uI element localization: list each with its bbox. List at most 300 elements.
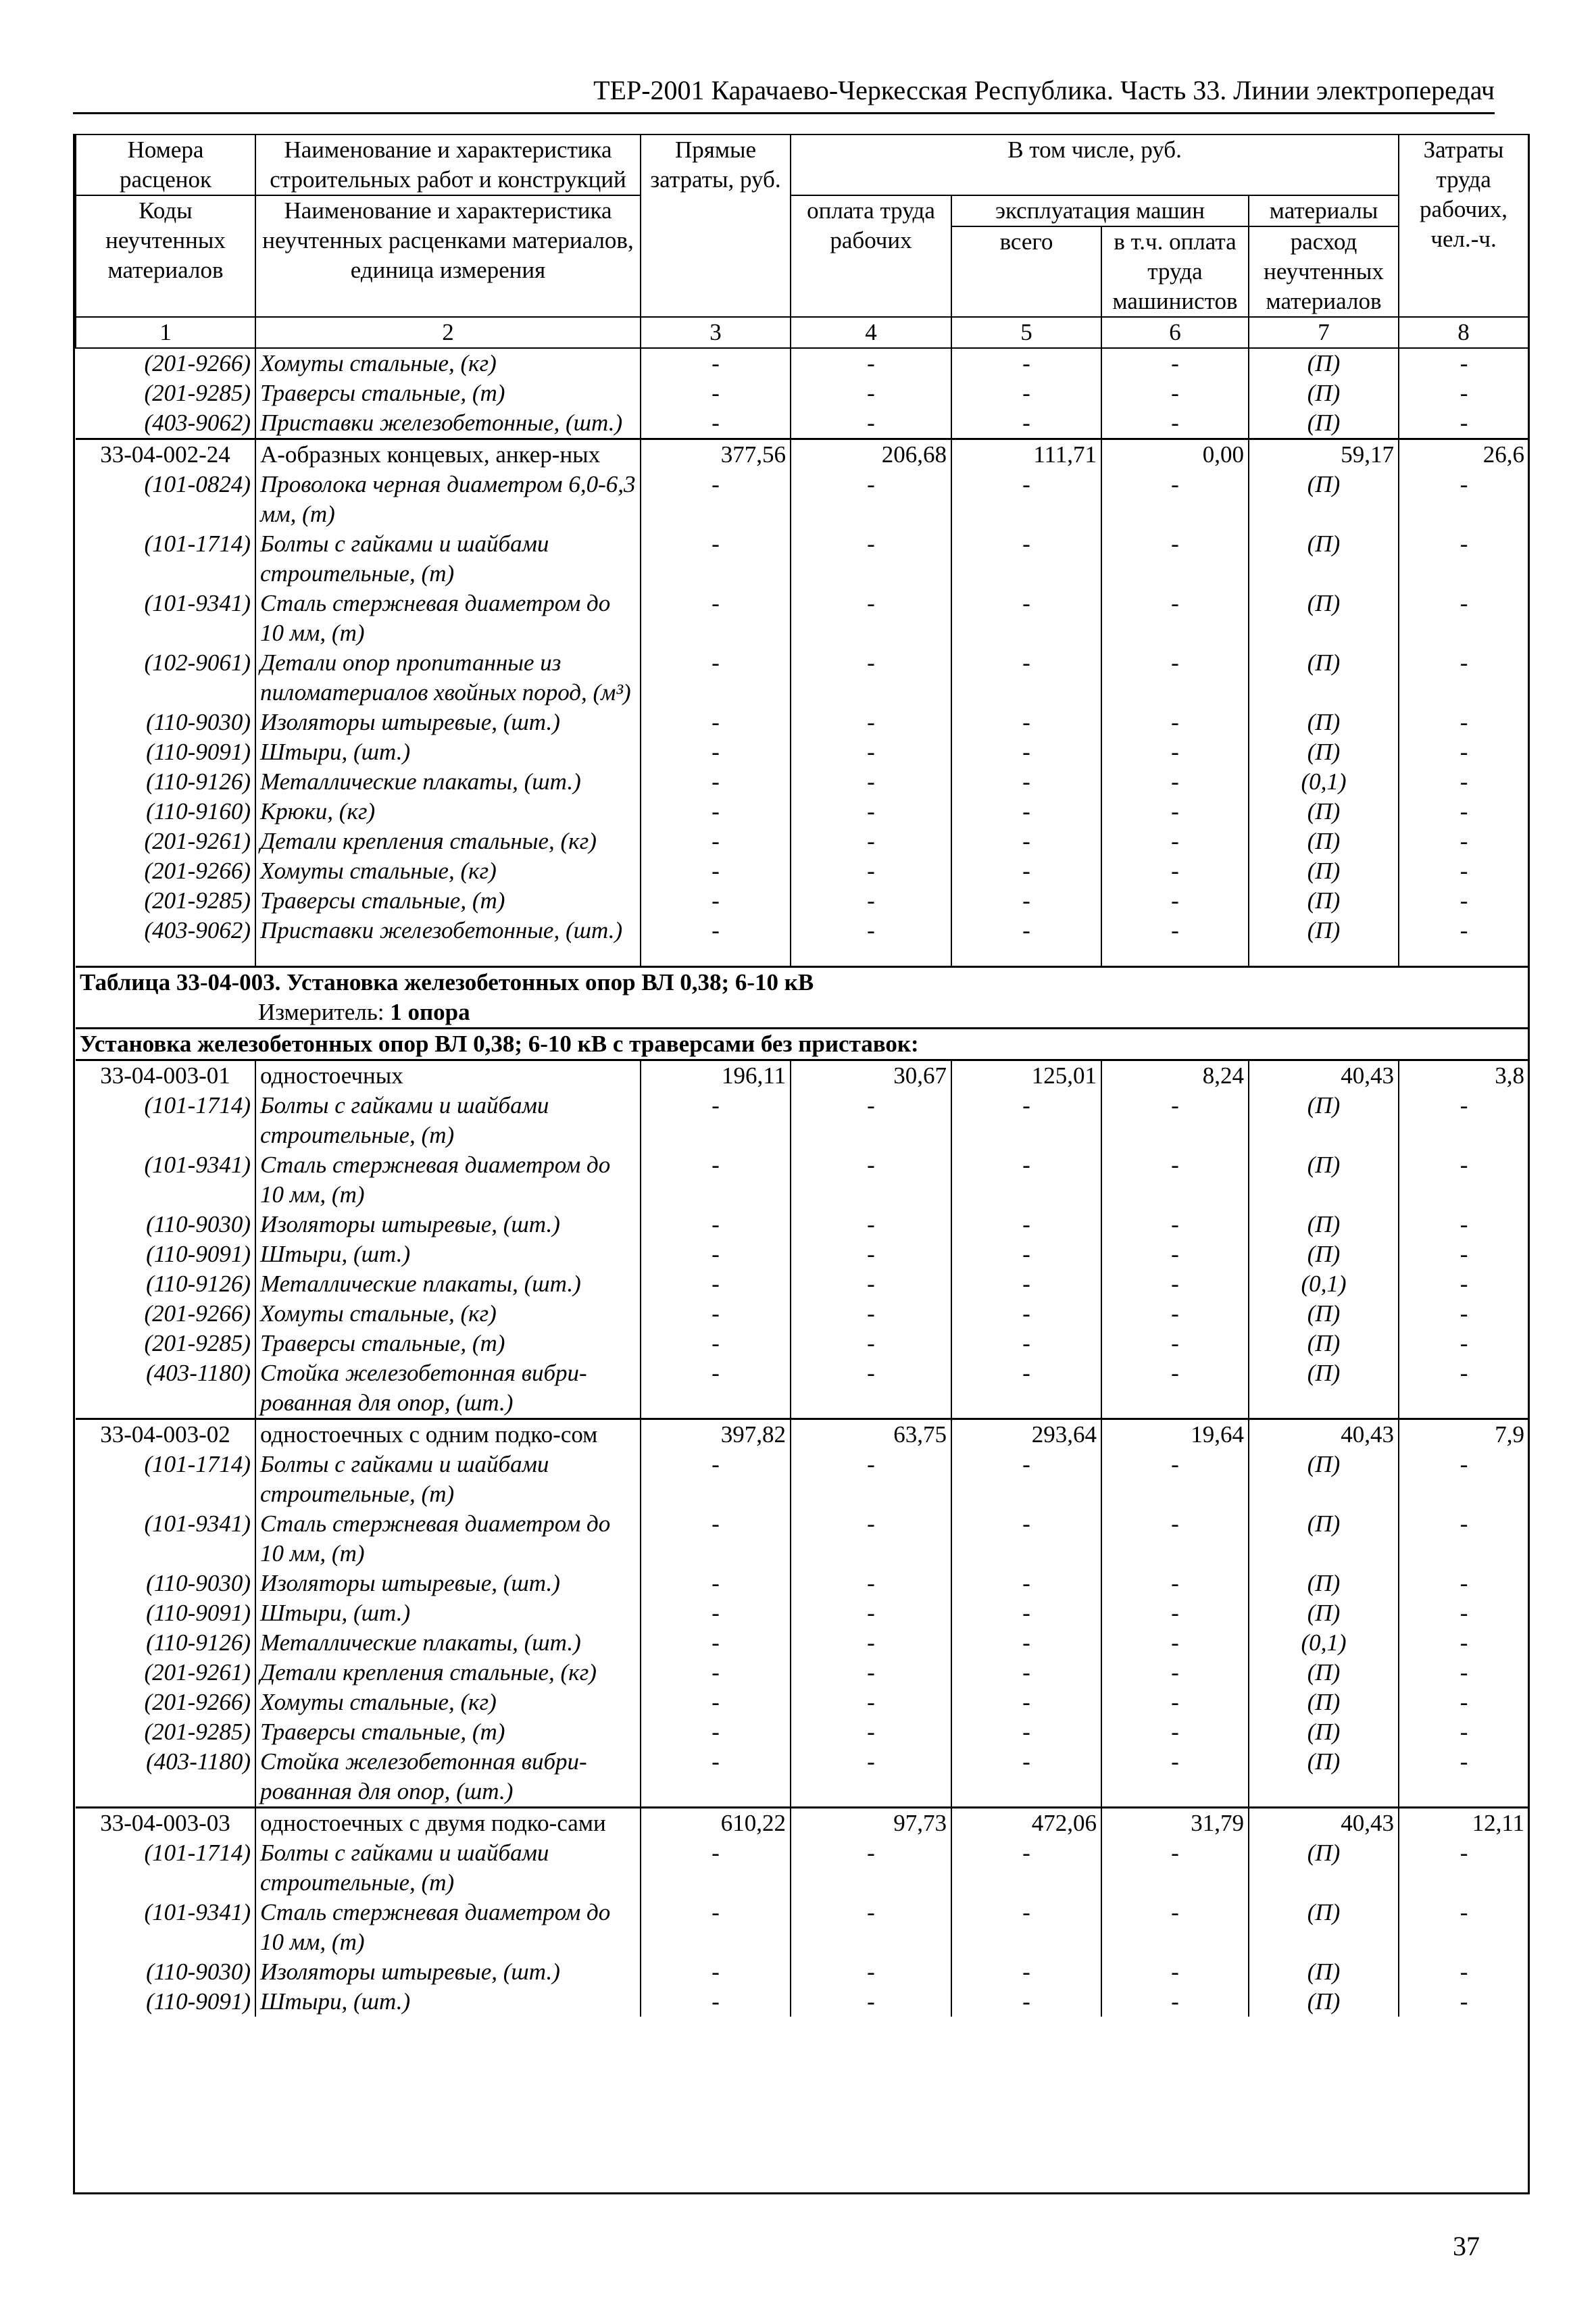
value-c3: - — [641, 1150, 791, 1210]
value-c7: (П) — [1249, 470, 1399, 529]
value-c4: - — [791, 1658, 951, 1688]
material-row — [76, 470, 1528, 529]
value-c5: 293,64 — [951, 1419, 1101, 1450]
spacer-cell — [76, 945, 255, 967]
material-code: (403-9062) — [144, 410, 251, 436]
value-c5: - — [951, 1150, 1101, 1210]
value-c6: - — [1101, 1838, 1249, 1898]
value-c7: (П) — [1249, 378, 1399, 408]
value-c5: - — [951, 1898, 1101, 1957]
value-c5: - — [951, 1838, 1101, 1898]
value-c3: 196,11 — [641, 1060, 791, 1091]
value-c5: - — [951, 1987, 1101, 2017]
material-name: Хомуты стальные, (кг) — [255, 856, 641, 886]
value-c8: - — [1399, 1987, 1528, 2017]
value-c7: (П) — [1249, 648, 1399, 708]
value-c8: - — [1399, 1329, 1528, 1358]
material-row — [76, 1239, 1528, 1269]
value-c3: - — [641, 1450, 791, 1509]
material-code: (110-9126) — [146, 1271, 251, 1297]
value-c3: - — [641, 1747, 791, 1808]
value-c4: - — [791, 1329, 951, 1358]
value-c3: - — [641, 1688, 791, 1717]
value-c7: (П) — [1249, 1688, 1399, 1717]
spacer-cell — [951, 945, 1101, 967]
value-c4: - — [791, 648, 951, 708]
value-c7: (П) — [1249, 916, 1399, 945]
price-table-sheet — [73, 134, 1530, 2194]
value-c7: (П) — [1249, 1598, 1399, 1628]
value-c5: - — [951, 827, 1101, 856]
rate-code: 33-04-003-01 — [76, 1060, 255, 1091]
value-c7: (П) — [1249, 1987, 1399, 2017]
value-c6: - — [1101, 529, 1249, 589]
value-c5: - — [951, 470, 1101, 529]
material-code: (110-9091) — [146, 1988, 251, 2015]
material-row — [76, 1628, 1528, 1658]
value-c7: (П) — [1249, 1329, 1399, 1358]
value-c5: - — [951, 767, 1101, 797]
material-name: Стойка железобетонная вибри-рованная для опор, (шт.) — [255, 1358, 641, 1419]
value-c6: - — [1101, 1747, 1249, 1808]
column-number: 1 — [76, 317, 255, 348]
rate-name: одностоечных с одним подко-сом — [255, 1419, 641, 1450]
value-c3: - — [641, 1569, 791, 1598]
col8-header: Затраты труда рабочих, чел.-ч. — [1399, 134, 1528, 317]
col4-header: оплата труда рабочих — [791, 195, 951, 317]
spacer-cell — [1101, 945, 1249, 967]
meter-value: 1 опора — [390, 999, 470, 1025]
value-c3: - — [641, 1509, 791, 1569]
value-c7: (П) — [1249, 1569, 1399, 1598]
material-name: Крюки, (кг) — [255, 797, 641, 827]
value-c4: - — [791, 1688, 951, 1717]
value-c8: - — [1399, 797, 1528, 827]
value-c8: - — [1399, 767, 1528, 797]
material-row — [76, 648, 1528, 708]
value-c3: - — [641, 470, 791, 529]
value-c8: - — [1399, 1299, 1528, 1329]
value-c8: 26,6 — [1399, 439, 1528, 470]
value-c4: 206,68 — [791, 439, 951, 470]
value-c4: - — [791, 1091, 951, 1150]
column-number: 4 — [791, 317, 951, 348]
value-c4: - — [791, 708, 951, 737]
value-c4: - — [791, 529, 951, 589]
value-c5: - — [951, 1747, 1101, 1808]
value-c8: - — [1399, 1358, 1528, 1419]
value-c5: - — [951, 797, 1101, 827]
value-c7: (П) — [1249, 1210, 1399, 1239]
value-c6: - — [1101, 827, 1249, 856]
value-c7: (0,1) — [1249, 1628, 1399, 1658]
value-c3: - — [641, 797, 791, 827]
material-row — [76, 708, 1528, 737]
value-c4: - — [791, 1628, 951, 1658]
material-code: (201-9266) — [144, 350, 251, 376]
rate-code: 33-04-002-24 — [76, 439, 255, 470]
value-c8: - — [1399, 1239, 1528, 1269]
material-code: (102-9061) — [144, 649, 251, 676]
material-name: Штыри, (шт.) — [255, 1239, 641, 1269]
value-c3: 397,82 — [641, 1419, 791, 1450]
value-c5: 125,01 — [951, 1060, 1101, 1091]
value-c8: - — [1399, 1269, 1528, 1299]
material-code: (201-9261) — [144, 828, 251, 854]
material-name: Сталь стержневая диаметром до 10 мм, (т) — [255, 589, 641, 648]
material-row — [76, 1299, 1528, 1329]
value-c4: 97,73 — [791, 1808, 951, 1839]
value-c3: - — [641, 1658, 791, 1688]
value-c4: - — [791, 348, 951, 378]
value-c4: 63,75 — [791, 1419, 951, 1450]
rate-row — [76, 1060, 1528, 1091]
value-c3: - — [641, 1987, 791, 2017]
value-c5: - — [951, 378, 1101, 408]
value-c6: - — [1101, 378, 1249, 408]
material-code: (110-9126) — [146, 768, 251, 795]
value-c6: - — [1101, 348, 1249, 378]
rate-name: одностоечных — [255, 1060, 641, 1091]
value-c5: 111,71 — [951, 439, 1101, 470]
material-name: Траверсы стальные, (т) — [255, 1329, 641, 1358]
value-c8: 7,9 — [1399, 1419, 1528, 1450]
value-c8: - — [1399, 589, 1528, 648]
column-number-row — [76, 317, 1528, 348]
value-c4: - — [791, 827, 951, 856]
value-c6: - — [1101, 797, 1249, 827]
material-name: Металлические плакаты, (шт.) — [255, 1269, 641, 1299]
material-name: Изоляторы штыревые, (шт.) — [255, 1210, 641, 1239]
material-row — [76, 348, 1528, 378]
column-number: 2 — [255, 317, 641, 348]
material-name: Болты с гайками и шайбами строительные, (т) — [255, 1838, 641, 1898]
value-c6: - — [1101, 470, 1249, 529]
material-name: Металлические плакаты, (шт.) — [255, 1628, 641, 1658]
value-c3: - — [641, 529, 791, 589]
value-c3: - — [641, 856, 791, 886]
price-table — [75, 134, 1529, 2017]
value-c3: - — [641, 408, 791, 439]
value-c5: - — [951, 1598, 1101, 1628]
material-row — [76, 1987, 1528, 2017]
material-row — [76, 767, 1528, 797]
material-row — [76, 529, 1528, 589]
rate-row — [76, 1808, 1528, 1839]
column-number: 8 — [1399, 317, 1528, 348]
material-row — [76, 408, 1528, 439]
value-c7: 59,17 — [1249, 439, 1399, 470]
value-c4: - — [791, 1957, 951, 1987]
value-c7: (П) — [1249, 408, 1399, 439]
material-row — [76, 1210, 1528, 1239]
value-c7: (П) — [1249, 1509, 1399, 1569]
value-c3: - — [641, 1299, 791, 1329]
material-row — [76, 886, 1528, 916]
material-code: (403-9062) — [144, 917, 251, 943]
value-c5: - — [951, 1509, 1101, 1569]
value-c6: - — [1101, 1329, 1249, 1358]
material-code: (110-9091) — [146, 1600, 251, 1626]
value-c4: - — [791, 589, 951, 648]
group-header: В том числе, руб. — [791, 134, 1399, 195]
material-row — [76, 589, 1528, 648]
value-c4: - — [791, 470, 951, 529]
spacer-cell — [1399, 945, 1528, 967]
material-row — [76, 1091, 1528, 1150]
value-c3: - — [641, 708, 791, 737]
value-c3: - — [641, 916, 791, 945]
page-number: 37 — [1453, 2231, 1480, 2261]
value-c5: - — [951, 529, 1101, 589]
material-code: (110-9030) — [146, 709, 251, 735]
value-c3: - — [641, 1598, 791, 1628]
material-name: Траверсы стальные, (т) — [255, 1717, 641, 1747]
material-row — [76, 1450, 1528, 1509]
value-c8: - — [1399, 1628, 1528, 1658]
value-c3: - — [641, 589, 791, 648]
value-c8: - — [1399, 1898, 1528, 1957]
value-c3: - — [641, 1239, 791, 1269]
value-c7: (0,1) — [1249, 767, 1399, 797]
col6-header: в т.ч. оплата труда машинистов — [1101, 226, 1249, 317]
material-code: (201-9266) — [144, 1689, 251, 1715]
value-c6: - — [1101, 648, 1249, 708]
value-c4: - — [791, 408, 951, 439]
value-c4: - — [791, 1269, 951, 1299]
value-c5: - — [951, 916, 1101, 945]
col1-top-header: Номера расценок — [76, 134, 255, 195]
value-c6: - — [1101, 1150, 1249, 1210]
value-c5: - — [951, 1688, 1101, 1717]
material-name: Хомуты стальные, (кг) — [255, 1299, 641, 1329]
table-title-row — [76, 967, 1528, 998]
value-c6: - — [1101, 1598, 1249, 1628]
material-code: (201-9285) — [144, 1719, 251, 1745]
material-code: (110-9091) — [146, 739, 251, 765]
value-c6: 19,64 — [1101, 1419, 1249, 1450]
value-c3: 610,22 — [641, 1808, 791, 1839]
section-title: Установка железобетонных опор ВЛ 0,38; 6-10 кВ с траверсами без приставок: — [76, 1029, 1528, 1060]
column-number: 7 — [1249, 317, 1399, 348]
value-c3: - — [641, 827, 791, 856]
column-number: 5 — [951, 317, 1101, 348]
value-c3: - — [641, 348, 791, 378]
value-c6: - — [1101, 1239, 1249, 1269]
value-c4: - — [791, 1358, 951, 1419]
material-name: Детали крепления стальные, (кг) — [255, 1658, 641, 1688]
value-c3: - — [641, 1269, 791, 1299]
value-c5: - — [951, 1957, 1101, 1987]
value-c8: - — [1399, 1838, 1528, 1898]
value-c6: - — [1101, 1898, 1249, 1957]
value-c6: - — [1101, 1450, 1249, 1509]
value-c3: - — [641, 1329, 791, 1358]
material-name: Приставки железобетонные, (шт.) — [255, 916, 641, 945]
value-c6: - — [1101, 1509, 1249, 1569]
value-c6: - — [1101, 916, 1249, 945]
value-c6: - — [1101, 856, 1249, 886]
value-c8: - — [1399, 1717, 1528, 1747]
materials-header: материалы — [1249, 195, 1399, 226]
value-c7: 40,43 — [1249, 1808, 1399, 1839]
material-row — [76, 378, 1528, 408]
rate-code: 33-04-003-03 — [76, 1808, 255, 1839]
value-c8: - — [1399, 348, 1528, 378]
value-c5: - — [951, 589, 1101, 648]
value-c7: (П) — [1249, 737, 1399, 767]
material-code: (101-1714) — [144, 531, 251, 557]
material-row — [76, 1269, 1528, 1299]
value-c6: - — [1101, 1987, 1249, 2017]
value-c8: - — [1399, 737, 1528, 767]
material-row — [76, 1598, 1528, 1628]
material-row — [76, 1569, 1528, 1598]
value-c3: - — [641, 1898, 791, 1957]
value-c5: - — [951, 1658, 1101, 1688]
rate-row — [76, 439, 1528, 470]
value-c6: 0,00 — [1101, 439, 1249, 470]
material-row — [76, 1329, 1528, 1358]
value-c8: - — [1399, 648, 1528, 708]
material-name: Болты с гайками и шайбами строительные, (т) — [255, 1450, 641, 1509]
value-c5: - — [951, 1450, 1101, 1509]
col1-bottom-header: Коды неучтенных материалов — [76, 195, 255, 317]
value-c3: - — [641, 1717, 791, 1747]
material-row — [76, 1717, 1528, 1747]
material-code: (201-9285) — [144, 887, 251, 914]
value-c4: 30,67 — [791, 1060, 951, 1091]
material-row — [76, 1688, 1528, 1717]
material-name: Болты с гайками и шайбами строительные, (т) — [255, 1091, 641, 1150]
value-c3: - — [641, 886, 791, 916]
material-row — [76, 737, 1528, 767]
material-code: (101-9341) — [144, 1152, 251, 1178]
value-c6: - — [1101, 1569, 1249, 1598]
value-c8: - — [1399, 1450, 1528, 1509]
exploitation-header: эксплуатация машин — [951, 195, 1249, 226]
meter-line — [76, 998, 1528, 1029]
value-c4: - — [791, 1569, 951, 1598]
value-c6: - — [1101, 1717, 1249, 1747]
value-c5: - — [951, 886, 1101, 916]
value-c5: - — [951, 856, 1101, 886]
material-code: (201-9285) — [144, 1330, 251, 1356]
value-c5: - — [951, 1239, 1101, 1269]
rate-name: А-образных концевых, анкер-ных — [255, 439, 641, 470]
value-c3: 377,56 — [641, 439, 791, 470]
value-c6: - — [1101, 1358, 1249, 1419]
material-code: (110-9030) — [146, 1211, 251, 1237]
value-c8: - — [1399, 408, 1528, 439]
value-c4: - — [791, 767, 951, 797]
value-c3: - — [641, 1628, 791, 1658]
material-name: Траверсы стальные, (т) — [255, 378, 641, 408]
value-c4: - — [791, 1747, 951, 1808]
value-c7: (П) — [1249, 1957, 1399, 1987]
rate-name: одностоечных с двумя подко-сами — [255, 1808, 641, 1839]
value-c7: (П) — [1249, 1838, 1399, 1898]
value-c3: - — [641, 737, 791, 767]
value-c8: - — [1399, 1688, 1528, 1717]
value-c4: - — [791, 1299, 951, 1329]
value-c7: 40,43 — [1249, 1419, 1399, 1450]
value-c6: 31,79 — [1101, 1808, 1249, 1839]
column-number: 3 — [641, 317, 791, 348]
value-c6: - — [1101, 708, 1249, 737]
value-c4: - — [791, 1987, 951, 2017]
value-c8: - — [1399, 1569, 1528, 1598]
value-c6: - — [1101, 1269, 1249, 1299]
material-name: Приставки железобетонные, (шт.) — [255, 408, 641, 439]
material-row — [76, 1957, 1528, 1987]
value-c5: - — [951, 1299, 1101, 1329]
value-c6: - — [1101, 1210, 1249, 1239]
spacer-cell — [1249, 945, 1399, 967]
material-row — [76, 1658, 1528, 1688]
value-c3: - — [641, 1210, 791, 1239]
value-c5: - — [951, 1269, 1101, 1299]
running-title: ТЕР-2001 Карачаево-Черкесская Республика. Часть 33. Линии электропередач — [593, 75, 1495, 105]
value-c8: - — [1399, 378, 1528, 408]
value-c8: - — [1399, 916, 1528, 945]
material-code: (101-1714) — [144, 1451, 251, 1477]
value-c3: - — [641, 648, 791, 708]
value-c4: - — [791, 1509, 951, 1569]
value-c7: (П) — [1249, 348, 1399, 378]
value-c5: - — [951, 1717, 1101, 1747]
material-code: (110-9160) — [146, 798, 251, 824]
material-row — [76, 1358, 1528, 1419]
value-c6: - — [1101, 1299, 1249, 1329]
section-row — [76, 1029, 1528, 1060]
spacer-cell — [641, 945, 791, 967]
value-c7: (П) — [1249, 1150, 1399, 1210]
material-row — [76, 1747, 1528, 1808]
value-c6: - — [1101, 1628, 1249, 1658]
col7-header: расход неучтенных материалов — [1249, 226, 1399, 317]
material-code: (201-9285) — [144, 380, 251, 406]
material-row — [76, 827, 1528, 856]
value-c4: - — [791, 1898, 951, 1957]
value-c3: - — [641, 378, 791, 408]
material-code: (110-9030) — [146, 1959, 251, 1985]
table-title: Таблица 33-04-003. Установка железобетонных опор ВЛ 0,38; 6-10 кВ — [76, 967, 1528, 998]
header-row-2 — [76, 195, 1528, 226]
value-c4: - — [791, 1598, 951, 1628]
material-name: Изоляторы штыревые, (шт.) — [255, 708, 641, 737]
column-number: 6 — [1101, 317, 1249, 348]
value-c8: - — [1399, 1598, 1528, 1628]
value-c6: - — [1101, 767, 1249, 797]
value-c8: - — [1399, 529, 1528, 589]
material-code: (110-9030) — [146, 1570, 251, 1596]
material-row — [76, 797, 1528, 827]
material-code: (403-1180) — [146, 1748, 251, 1775]
material-name: Хомуты стальные, (кг) — [255, 348, 641, 378]
value-c4: - — [791, 1450, 951, 1509]
value-c6: - — [1101, 589, 1249, 648]
value-c5: - — [951, 348, 1101, 378]
col3-header: Прямые затраты, руб. — [641, 134, 791, 317]
material-name: Сталь стержневая диаметром до 10 мм, (т) — [255, 1898, 641, 1957]
value-c4: - — [791, 886, 951, 916]
value-c4: - — [791, 737, 951, 767]
value-c7: (П) — [1249, 1717, 1399, 1747]
value-c4: - — [791, 1717, 951, 1747]
value-c5: - — [951, 737, 1101, 767]
value-c4: - — [791, 1239, 951, 1269]
